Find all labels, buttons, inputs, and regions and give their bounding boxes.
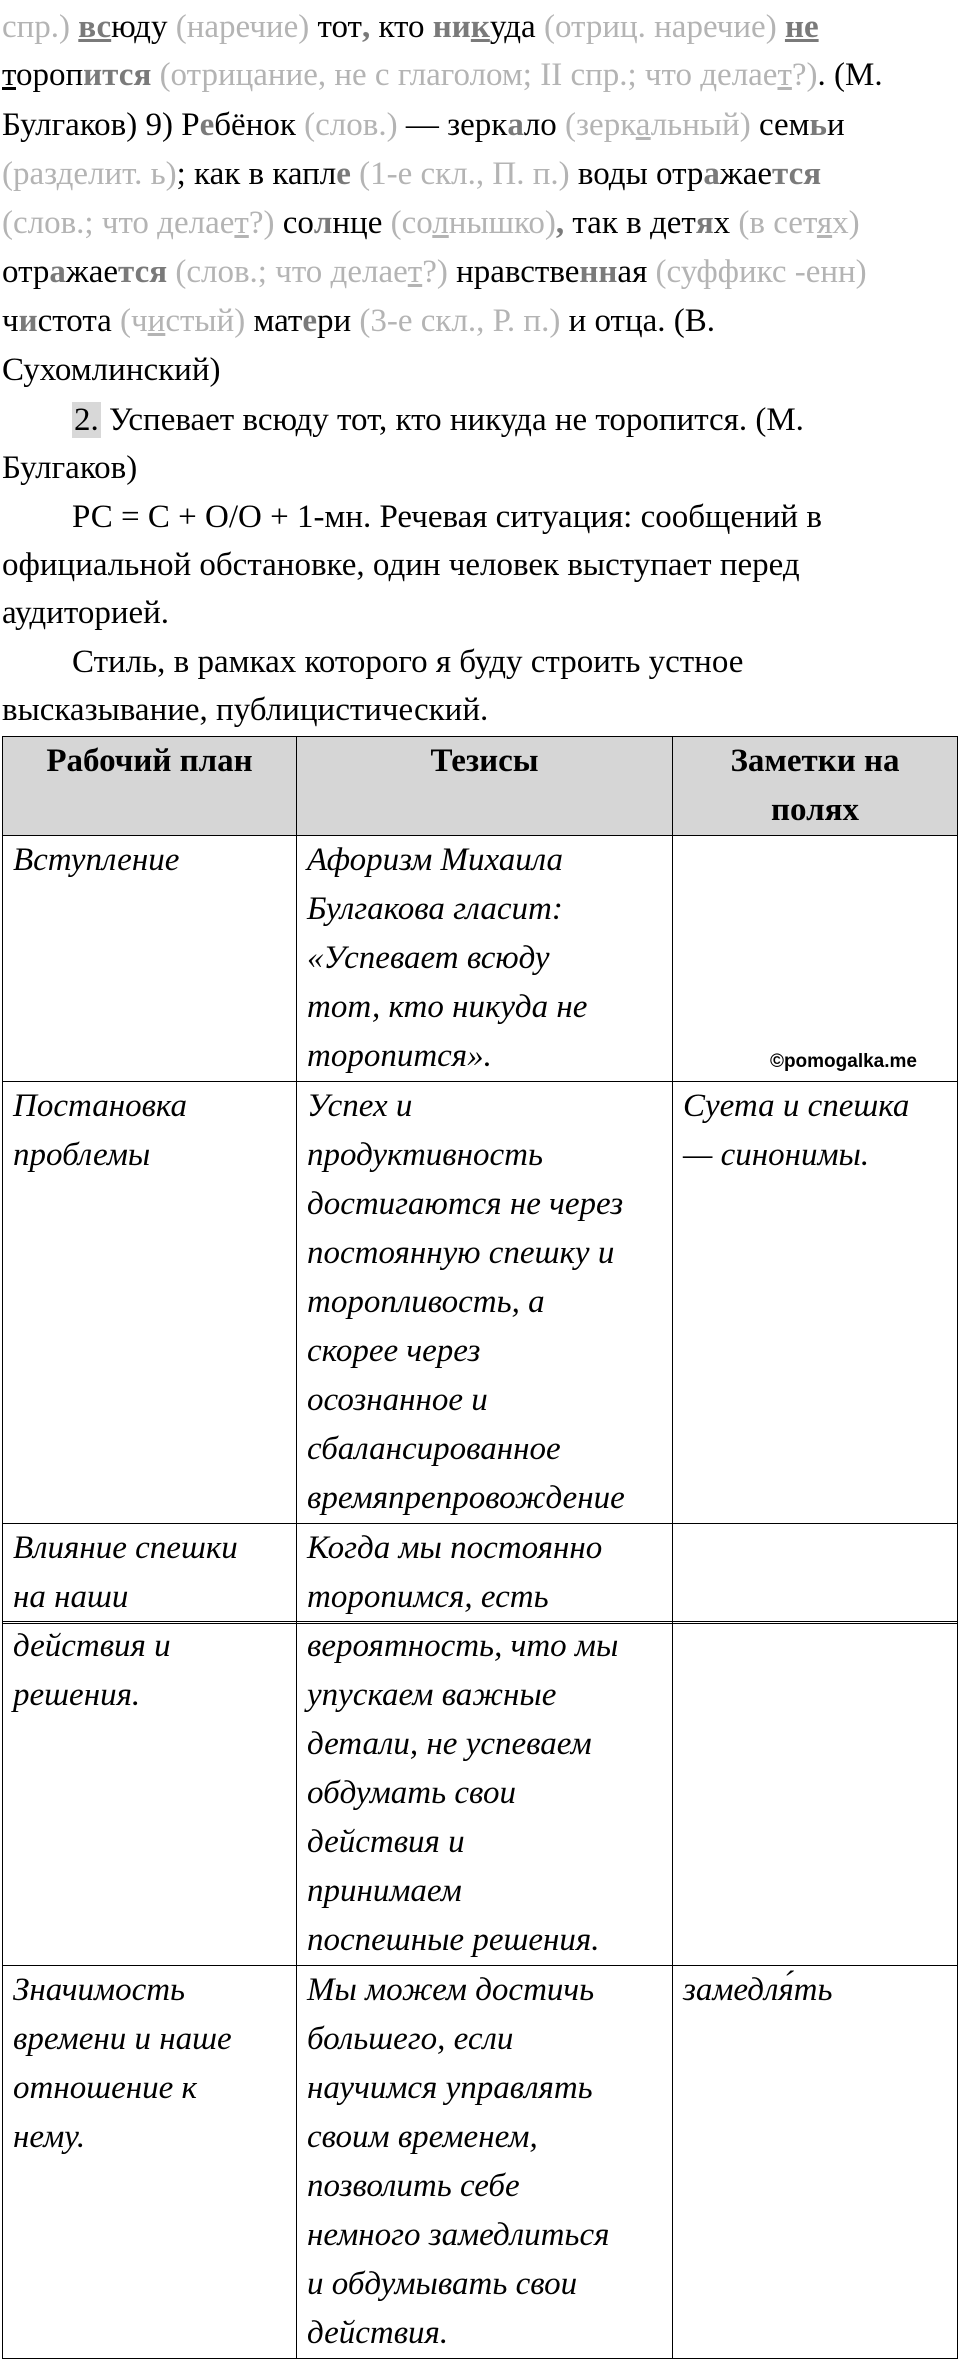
analysis-segment: (ч: [120, 303, 148, 339]
analysis-segment: ло: [523, 107, 566, 143]
analysis-segment: а: [635, 107, 651, 143]
analysis-segment: со: [282, 205, 314, 241]
notes-cell: [673, 1966, 958, 2359]
plan-cell: [3, 1524, 297, 1624]
analysis-segment: (зерк: [565, 107, 636, 143]
analysis-segment: тся: [118, 254, 168, 290]
cell-line: принимаем: [307, 1873, 462, 1909]
plan-cell: [3, 1966, 297, 2359]
table-header-row: [3, 737, 958, 836]
table-row: [3, 1966, 958, 2359]
cell-line: детали, не успеваем: [307, 1726, 592, 1762]
cell-line: времяпрепровождение: [307, 1480, 625, 1516]
style-line-1: Стиль, в рамках которого я буду строить устное: [72, 644, 744, 680]
analysis-segment: (разделит. ь): [2, 156, 177, 192]
task-number: 2.: [74, 402, 99, 438]
cell-line: действия и: [307, 1824, 465, 1860]
analysis-segment: т: [234, 205, 249, 241]
speech-plan-table-continued: [2, 1621, 958, 2359]
cell-line: на наши: [13, 1579, 129, 1615]
table-body: [3, 836, 958, 1624]
analysis-segment: (отрицание, не с глаголом; II спр.; что делае: [151, 57, 778, 93]
analysis-segment: ь: [809, 107, 827, 143]
speech-plan-table: [2, 736, 958, 1624]
analysis-segment: так в дет: [564, 205, 696, 241]
cell-line: Постановка: [13, 1088, 188, 1124]
cell-line: Суета и спешка: [683, 1088, 910, 1124]
cell-line: своим временем,: [307, 2119, 538, 2155]
analysis-segment: — зерк: [405, 107, 508, 143]
thesis-cell: [297, 836, 673, 1082]
analysis-segment: е: [302, 303, 317, 339]
cell-line: постоянную спешку и: [307, 1235, 615, 1271]
header-margin-notes: Заметки на полях: [673, 737, 958, 836]
analysis-segment: (слов.): [304, 107, 406, 143]
analysis-segment: нравстве: [456, 254, 580, 290]
analysis-segment: Сухомлинский): [2, 352, 221, 388]
style-line-2: высказывание, публицистический.: [2, 692, 489, 728]
cell-line: осознанное и: [307, 1382, 488, 1418]
analysis-line: [2, 198, 958, 248]
table-row: [3, 1082, 958, 1524]
analysis-segment: и: [147, 303, 166, 339]
analysis-segment: уда: [489, 9, 544, 45]
cell-line: проблемы: [13, 1137, 151, 1173]
analysis-line: [2, 345, 958, 395]
analysis-segment: а: [507, 107, 524, 143]
quote-text: Успевает всюду тот, кто никуда не торопится. (М.: [100, 402, 804, 438]
analysis-segment: ни: [432, 9, 471, 45]
analysis-segment: ; как в капл: [176, 156, 337, 192]
analysis-segment: тся: [772, 156, 822, 192]
thesis-cell: [297, 1082, 673, 1524]
cell-line: Вступление: [13, 842, 180, 878]
analysis-segment: жае: [65, 254, 118, 290]
analysis-segment: и: [18, 303, 38, 339]
analysis-segment: т: [407, 254, 423, 290]
analysis-segment: а: [49, 254, 66, 290]
notes-cell: [673, 1524, 958, 1624]
cell-line: тот, кто никуда не: [307, 989, 588, 1025]
analysis-segment: (1-е скл., П. п.): [350, 156, 578, 192]
cell-line: Булгакова гласит:: [307, 891, 563, 927]
analysis-segment: х: [713, 205, 739, 241]
plan-cell: [3, 1082, 297, 1524]
analysis-segment: е: [199, 107, 215, 143]
cell-line: отношение к: [13, 2070, 197, 2106]
notes-cell: [673, 1082, 958, 1524]
thesis-cell: [297, 1622, 673, 1966]
notes-cell: [673, 836, 958, 1082]
analysis-segment: льный): [650, 107, 759, 143]
cell-line: «Успевает всюду: [307, 940, 550, 976]
analysis-segment: (наречие): [175, 9, 318, 45]
header-theses: Тезисы: [297, 737, 673, 836]
analysis-line: [2, 247, 958, 297]
analysis-segment: и: [826, 107, 845, 143]
analysis-segment: е: [336, 156, 351, 192]
analysis-segment: я: [695, 205, 714, 241]
analysis-segment: нн: [579, 254, 618, 290]
cell-line: нему.: [13, 2119, 86, 2155]
analysis-segment: т: [2, 57, 16, 93]
analysis-segment: стота: [37, 303, 121, 339]
analysis-segment: ри: [316, 303, 360, 339]
analysis-segment: х): [832, 205, 860, 241]
scheme-line-2: официальной обстановке, один человек выступает перед: [2, 547, 800, 583]
cell-line: замедля́ть: [683, 1972, 833, 2008]
analysis-segment: (3-е скл., Р. п.): [359, 303, 569, 339]
cell-line: Мы можем достичь: [307, 1972, 595, 2008]
plan-cell: [3, 1622, 297, 1966]
scheme-line-1: РС = С + О/О + 1-мн. Речевая ситуация: сообщений в: [72, 499, 822, 535]
analysis-segment: нышко): [448, 205, 556, 241]
analysis-segment: нце: [332, 205, 391, 241]
analysis-segment: я: [816, 205, 833, 241]
analysis-segment: отр: [2, 254, 50, 290]
cell-line: и обдумывать свои: [307, 2266, 578, 2302]
analysis-segment: ?): [248, 205, 283, 241]
cell-line: Афоризм Михаила: [307, 842, 564, 878]
table-body-continued: [3, 1622, 958, 2359]
analysis-line: [2, 50, 958, 100]
cell-line: немного замедлиться: [307, 2217, 610, 2253]
analysis-segment: ая: [617, 254, 656, 290]
cell-line: торопится».: [307, 1038, 492, 1074]
cell-line: решения.: [13, 1677, 141, 1713]
cell-line: Влияние спешки: [13, 1530, 238, 1566]
cell-line: действия.: [307, 2315, 449, 2351]
cell-line: обдумать свои: [307, 1775, 516, 1811]
analysis-segment: (в сет: [738, 205, 817, 241]
analysis-segment: спр.): [2, 9, 79, 45]
analysis-segment: т: [777, 57, 792, 93]
cell-line: позволить себе: [307, 2168, 520, 2204]
analysis-segment: не: [784, 9, 819, 45]
task-2-quote-line-2: Булгаков): [2, 450, 138, 486]
analysis-line: [2, 149, 958, 199]
cell-line: продуктивность: [307, 1137, 543, 1173]
analysis-segment: ,: [555, 205, 565, 241]
plan-cell: [3, 836, 297, 1082]
cell-line: Когда мы постоянно: [307, 1530, 603, 1566]
analysis-segment: сем: [758, 107, 810, 143]
task-2-quote-line-1: [72, 395, 958, 445]
cell-line: — синонимы.: [683, 1137, 870, 1173]
analysis-segment: (отриц. наречие): [543, 9, 785, 45]
table-row: [3, 1622, 958, 1966]
thesis-cell: [297, 1966, 673, 2359]
analysis-segment: жае: [719, 156, 773, 192]
analysis-segment: ,: [361, 9, 371, 45]
analysis-segment: . (М.: [817, 57, 883, 93]
header-work-plan: Рабочий план: [3, 737, 297, 836]
cell-line: большего, если: [307, 2021, 514, 2057]
analysis-segment: Булгаков) 9) Р: [2, 107, 200, 143]
analysis-segment: ороп: [16, 57, 84, 93]
analysis-line: [2, 2, 958, 52]
analysis-segment: ится: [83, 57, 152, 93]
analysis-segment: ?): [422, 254, 457, 290]
watermark: ©pomogalka.me: [769, 1051, 917, 1072]
cell-line: достигаются не через: [307, 1186, 624, 1222]
analysis-segment: л: [432, 205, 449, 241]
analysis-line: [2, 296, 958, 346]
table-row: [3, 836, 958, 1082]
scheme-line-3: аудиторией.: [2, 595, 170, 631]
analysis-segment: кто: [370, 9, 433, 45]
cell-line: Успех и: [307, 1088, 413, 1124]
analysis-segment: ч: [2, 303, 19, 339]
analysis-segment: бёнок: [214, 107, 305, 143]
analysis-segment: л: [313, 205, 333, 241]
analysis-segment: (слов.; что делае: [167, 254, 408, 290]
cell-line: сбалансированное: [307, 1431, 561, 1467]
cell-line: упускаем важные: [307, 1677, 557, 1713]
cell-line: скорее через: [307, 1333, 481, 1369]
analysis-line: [2, 100, 958, 150]
analysis-segment: и отца. (В.: [568, 303, 716, 339]
analysis-segment: к: [470, 9, 490, 45]
analysis-segment: (суффикс -енн): [655, 254, 867, 290]
cell-line: вероятность, что мы: [307, 1628, 619, 1664]
analysis-segment: (со: [390, 205, 433, 241]
analysis-segment: (слов.; что делае: [2, 205, 235, 241]
analysis-segment: тот: [317, 9, 362, 45]
notes-cell: [673, 1622, 958, 1966]
analysis-segment: воды отр: [577, 156, 704, 192]
analysis-segment: мат: [253, 303, 303, 339]
cell-line: времени и наше: [13, 2021, 232, 2057]
analysis-segment: вс: [78, 9, 112, 45]
cell-line: торопливость, а: [307, 1284, 545, 1320]
analysis-segment: а: [703, 156, 720, 192]
analysis-segment: юду: [111, 9, 176, 45]
analysis-segment: стый): [165, 303, 254, 339]
table-row: [3, 1524, 958, 1624]
thesis-cell: [297, 1524, 673, 1624]
cell-line: научимся управлять: [307, 2070, 593, 2106]
cell-line: Значимость: [13, 1972, 186, 2008]
cell-line: поспешные решения.: [307, 1922, 600, 1958]
analysis-segment: ?): [791, 57, 818, 93]
cell-line: действия и: [13, 1628, 171, 1664]
cell-line: торопимся, есть: [307, 1579, 549, 1615]
